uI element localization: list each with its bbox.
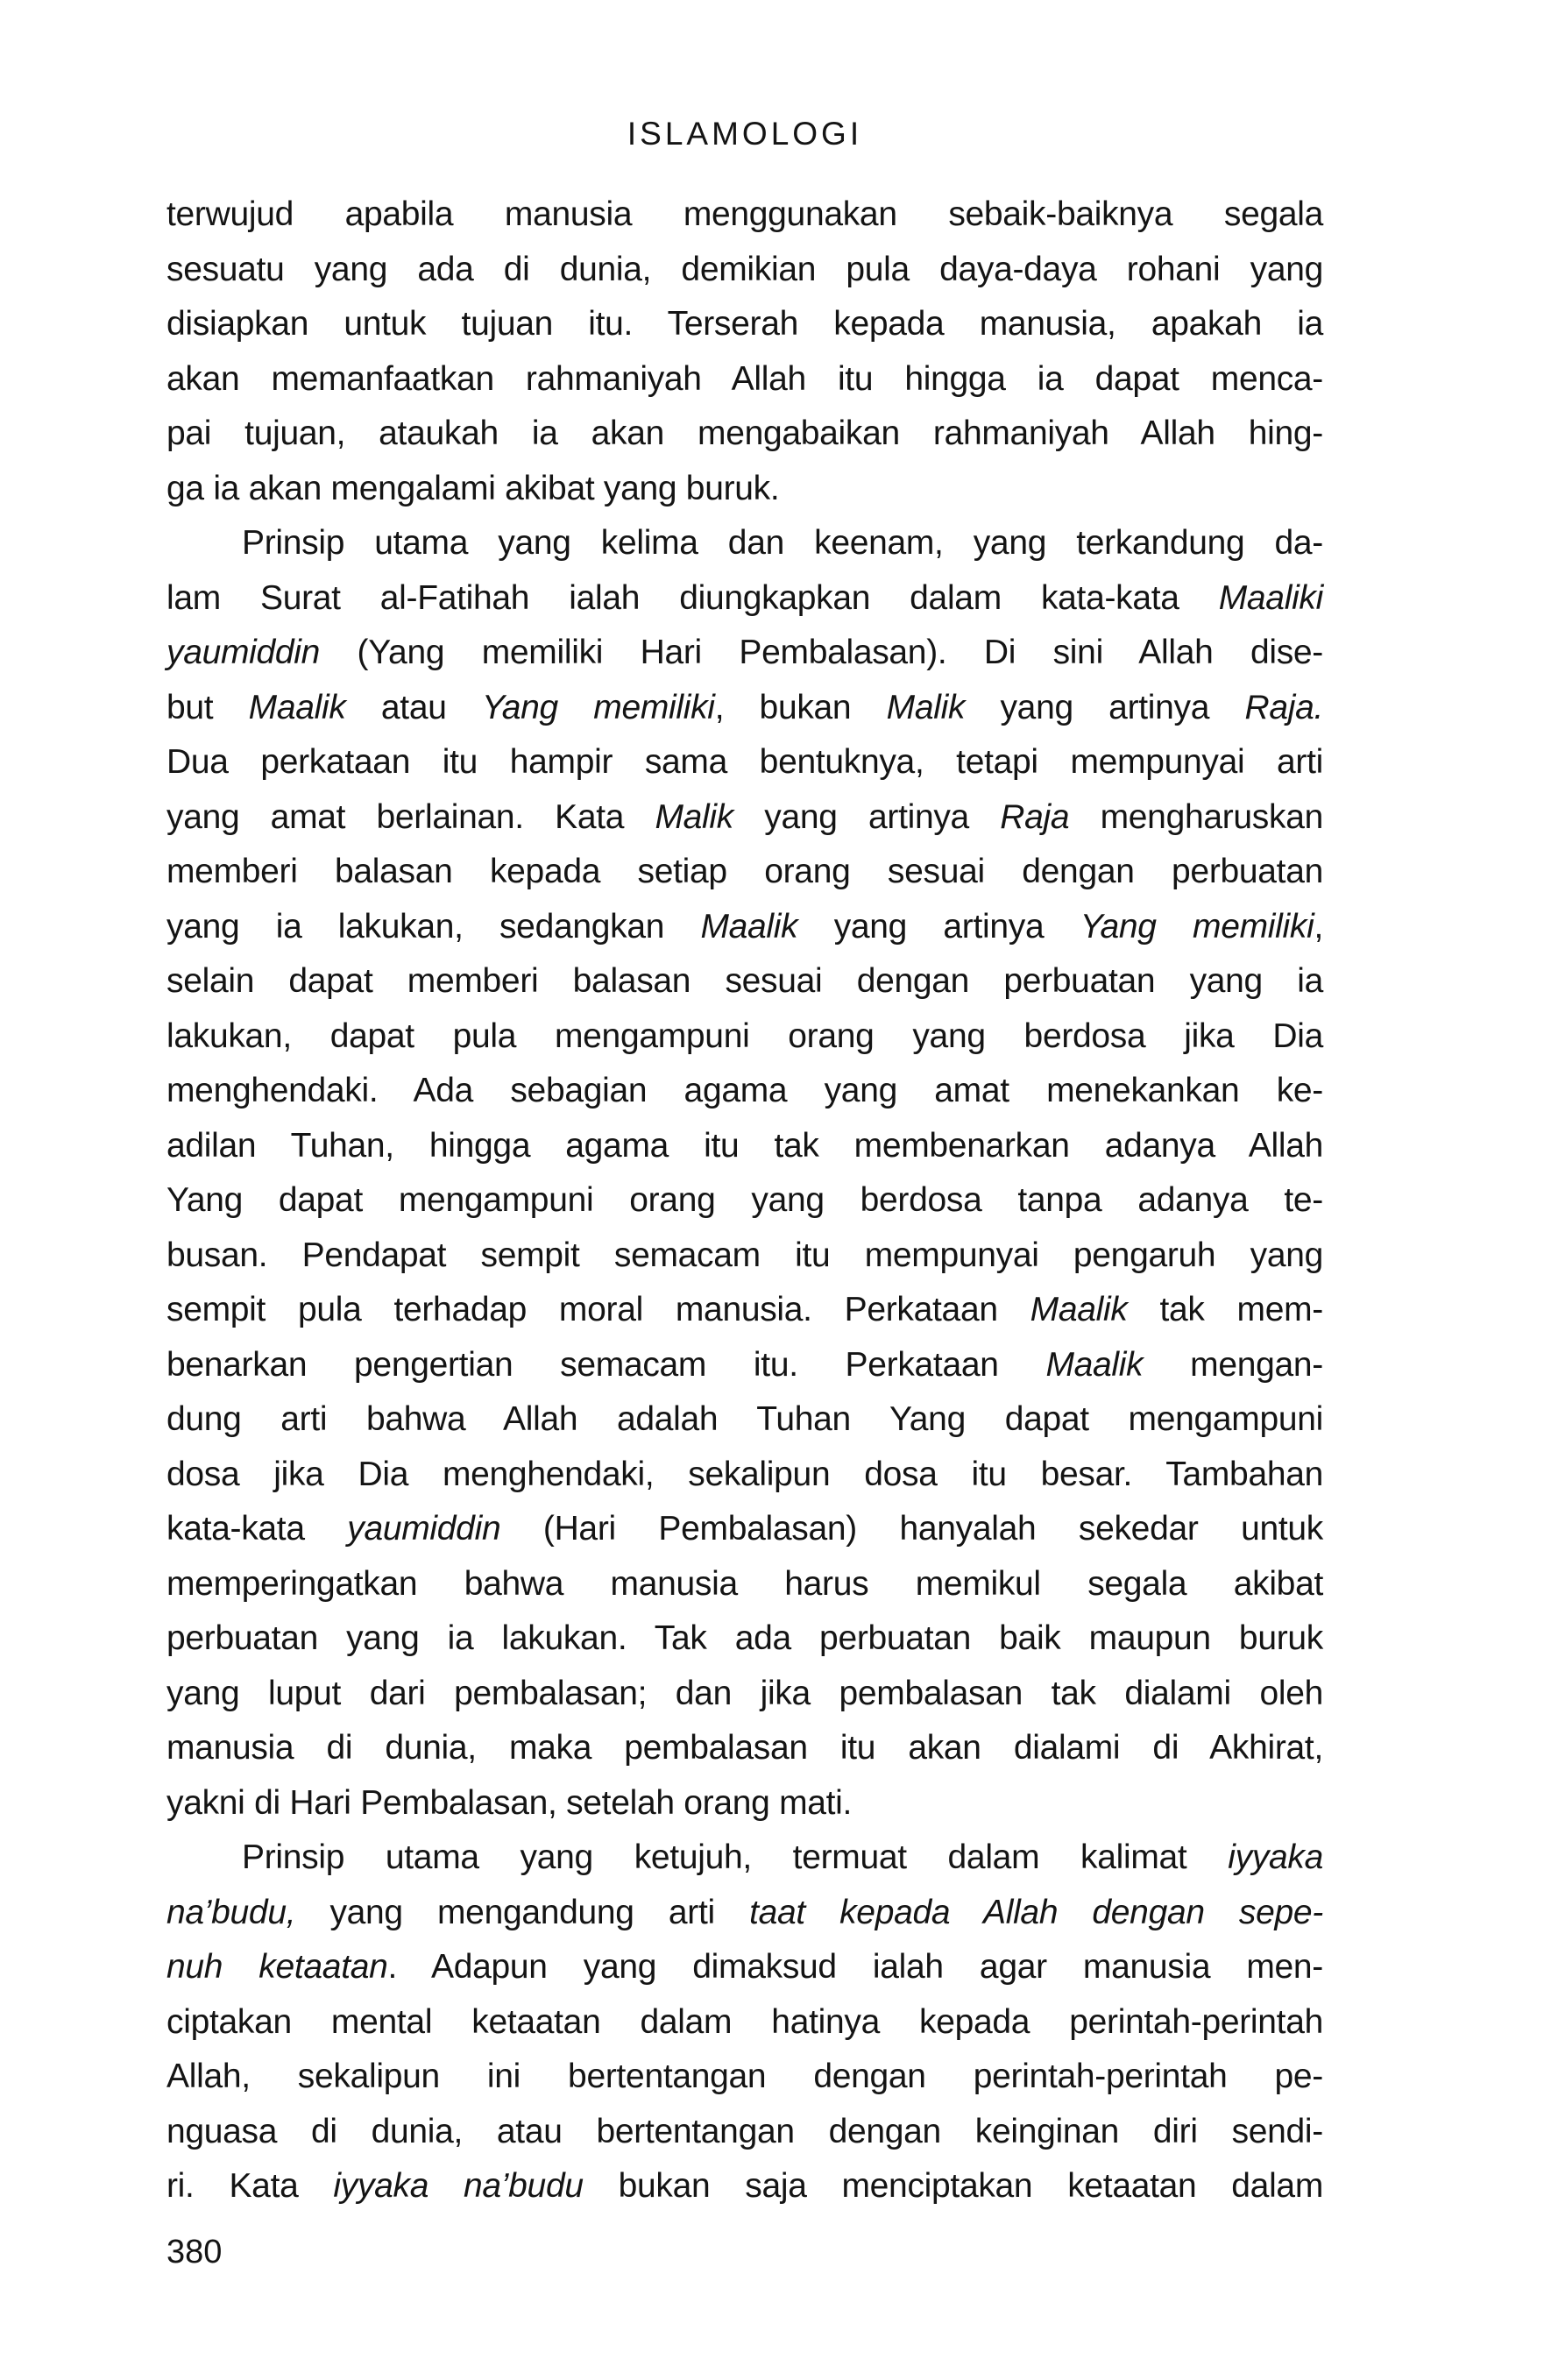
text-line: terwujud apabila manusia menggunakan sebaik-baiknya segala	[166, 195, 1323, 233]
text-line: yang amat berlainan. Kata Malik yang artinya Raja mengharuskan	[166, 797, 1323, 836]
text-line: ga ia akan mengalami akibat yang buruk.	[166, 469, 780, 507]
text-line: benarkan pengertian semacam itu. Perkataan Maalik mengan-	[166, 1345, 1323, 1384]
text-line: sesuatu yang ada di dunia, demikian pula daya-daya rohani yang	[166, 250, 1323, 288]
text-line: adilan Tuhan, hingga agama itu tak membenarkan adanya Allah	[166, 1126, 1323, 1165]
text-line: ri. Kata iyyaka na’budu bukan saja menciptakan ketaatan dalam	[166, 2167, 1324, 2205]
text-line: na’budu, yang mengandung arti taat kepada Allah dengan sepe-	[166, 1893, 1323, 1931]
text-line: perbuatan yang ia lakukan. Tak ada perbuatan baik maupun buruk	[166, 1619, 1323, 1657]
text-line: Dua perkataan itu hampir sama bentuknya, tetapi mempunyai arti	[166, 743, 1323, 781]
text-line: selain dapat memberi balasan sesuai dengan perbuatan yang ia	[166, 962, 1323, 1000]
text-line: lam Surat al-Fatihah ialah diungkapkan dalam kata-kata Maaliki	[166, 578, 1323, 617]
text-line: kata-kata yaumiddin (Hari Pembalasan) hanyalah sekedar untuk	[166, 1510, 1323, 1548]
text-line: yaumiddin (Yang memiliki Hari Pembalasan). Di sini Allah dise-	[166, 634, 1323, 671]
text-line: dung arti bahwa Allah adalah Tuhan Yang dapat mengampuni	[166, 1400, 1323, 1438]
text-line: busan. Pendapat sempit semacam itu mempunyai pengaruh yang	[166, 1236, 1323, 1274]
text-line: yang ia lakukan, sedangkan Maalik yang artinya Yang memiliki,	[166, 907, 1323, 946]
page-number: 380	[166, 2234, 223, 2270]
running-header-title: ISLAMOLOGI	[627, 116, 863, 152]
text-line: pai tujuan, ataukah ia akan mengabaikan rahmaniyah Allah hing-	[166, 414, 1323, 452]
text-line: sempit pula terhadap moral manusia. Perkataan Maalik tak mem-	[166, 1291, 1323, 1328]
text-line: lakukan, dapat pula mengampuni orang yang berdosa jika Dia	[166, 1016, 1323, 1055]
text-line: dosa jika Dia menghendaki, sekalipun dosa itu besar. Tambahan	[166, 1455, 1323, 1493]
text-line: nguasa di dunia, atau bertentangan dengan keinginan diri sendi-	[166, 2112, 1323, 2150]
body-text	[166, 188, 1323, 2214]
text-line: Allah, sekalipun ini bertentangan dengan perintah-perintah pe-	[166, 2058, 1323, 2095]
text-line: manusia di dunia, maka pembalasan itu akan dialami di Akhirat,	[166, 1729, 1323, 1767]
text-line: Prinsip utama yang kelima dan keenam, yang terkandung da-	[242, 524, 1323, 562]
text-line: akan memanfaatkan rahmaniyah Allah itu hingga ia dapat menca-	[166, 359, 1323, 398]
text-line: Prinsip utama yang ketujuh, termuat dalam kalimat iyyaka	[242, 1838, 1323, 1876]
text-line: nuh ketaatan. Adapun yang dimaksud ialah agar manusia men-	[166, 1948, 1323, 1986]
text-line: yakni di Hari Pembalasan, setelah orang mati.	[166, 1783, 853, 1822]
text-line: memberi balasan kepada setiap orang sesuai dengan perbuatan	[166, 853, 1323, 890]
text-line: memperingatkan bahwa manusia harus memikul segala akibat	[166, 1564, 1323, 1603]
text-line: Yang dapat mengampuni orang yang berdosa tanpa adanya te-	[166, 1181, 1323, 1219]
text-line: menghendaki. Ada sebagian agama yang amat menekankan ke-	[166, 1072, 1323, 1109]
text-line: ciptakan mental ketaatan dalam hatinya kepada perintah-perintah	[166, 2002, 1323, 2041]
text-line: yang luput dari pembalasan; dan jika pembalasan tak dialami oleh	[166, 1674, 1323, 1712]
text-line: but Maalik atau Yang memiliki, bukan Malik yang artinya Raja.	[166, 688, 1324, 726]
text-line: disiapkan untuk tujuan itu. Terserah kepada manusia, apakah ia	[166, 305, 1323, 343]
